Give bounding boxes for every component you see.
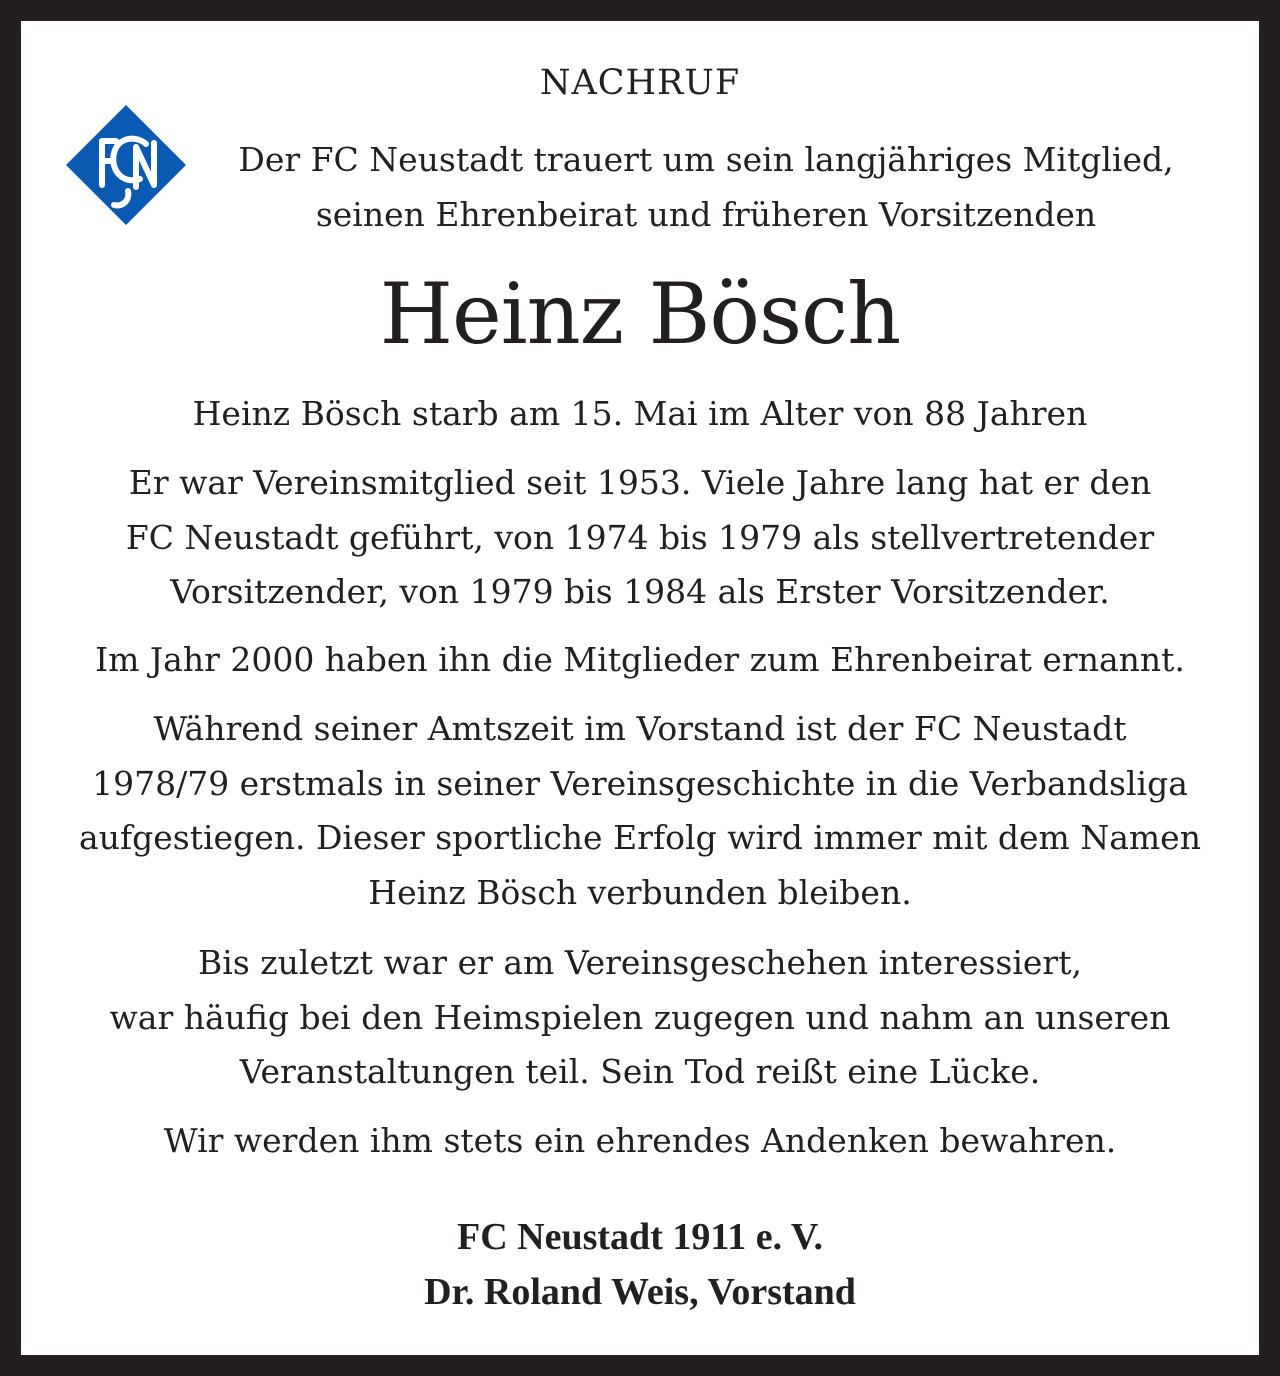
paragraph-line: Heinz Bösch verbunden bleiben. bbox=[368, 872, 912, 912]
paragraph-line: Vorsitzender, von 1979 bis 1984 als Erster Vorsitzender. bbox=[170, 572, 1110, 611]
paragraph-membership bbox=[21, 456, 1259, 620]
paragraph-line: Im Jahr 2000 haben ihn die Mitglieder zum Ehrenbeirat ernannt. bbox=[95, 640, 1185, 679]
notice-heading: NACHRUF bbox=[539, 63, 741, 103]
paragraph-line: Bis zuletzt war er am Vereinsgeschehen interessiert, bbox=[198, 943, 1082, 982]
intro-line: seinen Ehrenbeirat und früheren Vorsitzenden bbox=[315, 195, 1097, 234]
deceased-name: Heinz Bösch bbox=[379, 265, 901, 363]
paragraph-line: Veranstaltungen teil. Sein Tod reißt eine Lücke. bbox=[239, 1052, 1041, 1091]
paragraph-line: war häufig bei den Heimspielen zugegen und nahm an unseren bbox=[109, 997, 1171, 1037]
paragraph-line: Wir werden ihm stets ein ehrendes Andenken bewahren. bbox=[163, 1121, 1117, 1160]
signature-club: FC Neustadt 1911 e. V. bbox=[457, 1216, 823, 1258]
paragraph-honorary bbox=[21, 633, 1259, 688]
paragraph-line: aufgestiegen. Dieser sportliche Erfolg wird immer mit dem Namen bbox=[79, 818, 1201, 857]
paragraph-line: Er war Vereinsmitglied seit 1953. Viele Jahre lang hat er den bbox=[128, 463, 1152, 502]
paragraph-death-date bbox=[21, 387, 1259, 442]
paragraph-line: Heinz Bösch starb am 15. Mai im Alter von 88 Jahren bbox=[192, 394, 1088, 433]
paragraph-line: Während seiner Amtszeit im Vorstand ist der FC Neustadt bbox=[153, 709, 1127, 748]
paragraph-engagement bbox=[21, 936, 1259, 1100]
paragraph-line: 1978/79 erstmals in seiner Vereinsgeschichte in die Verbandsliga bbox=[92, 763, 1188, 803]
intro-line: Der FC Neustadt trauert um sein langjähriges Mitglied, bbox=[238, 140, 1174, 179]
signature-board: Dr. Roland Weis, Vorstand bbox=[424, 1271, 856, 1313]
paragraph-promotion bbox=[21, 702, 1259, 920]
paragraph-remembrance bbox=[21, 1114, 1259, 1169]
paragraph-line: FC Neustadt geführt, von 1974 bis 1979 als stellvertretender bbox=[125, 517, 1155, 557]
obituary-notice bbox=[21, 21, 1259, 1355]
